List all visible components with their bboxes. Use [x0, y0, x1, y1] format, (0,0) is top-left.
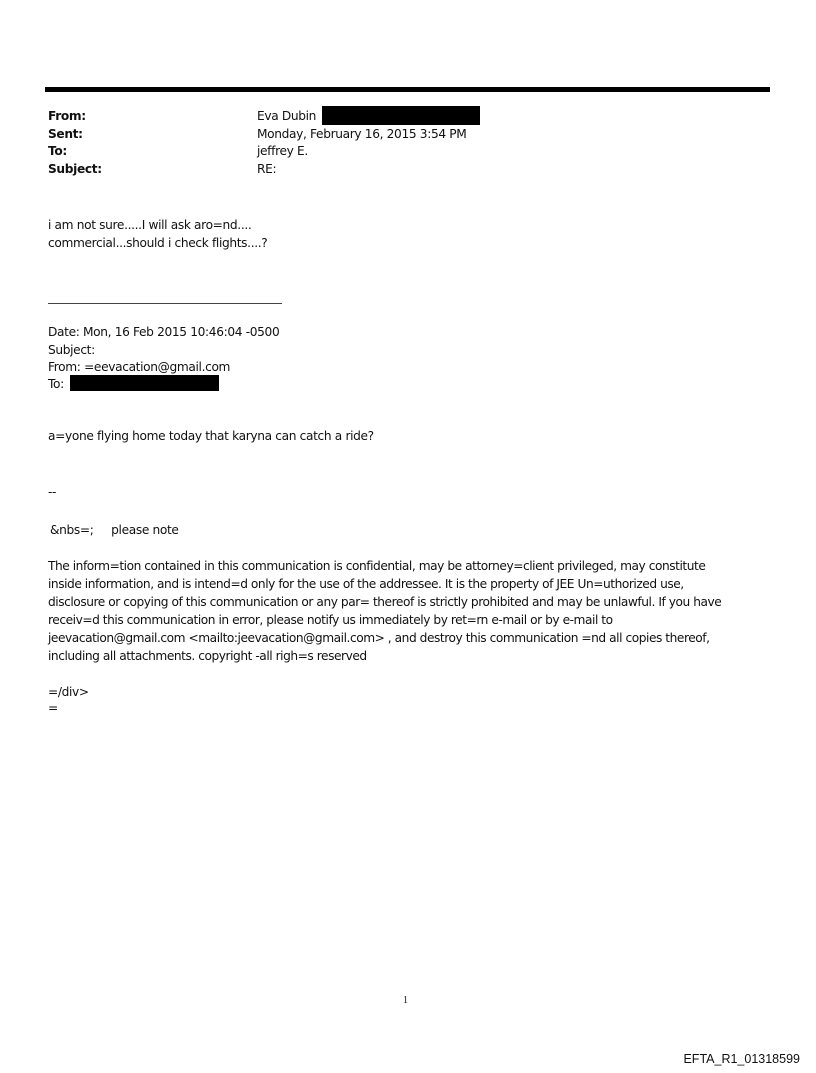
- disclaimer-line: including all attachments. copyright -all righ=s reserved: [48, 649, 367, 663]
- redaction-box: [322, 106, 480, 125]
- end-eq: =: [48, 701, 58, 715]
- quote-separator: [48, 303, 282, 304]
- sent-label: Sent:: [48, 127, 83, 141]
- signature-dash: --: [48, 485, 57, 499]
- subject-label: Subject:: [48, 162, 102, 176]
- body-line: commercial...should i check flights....?: [48, 236, 268, 250]
- disclaimer-line: disclosure or copying of this communication or any par= thereof is strictly prohibited and may be unlawful. If you have: [48, 595, 722, 609]
- sent-value: Monday, February 16, 2015 3:54 PM: [257, 127, 467, 141]
- from-value: Eva Dubin: [257, 109, 317, 123]
- subject-value: RE:: [257, 162, 277, 176]
- page-number: 1: [403, 995, 408, 1006]
- to-label: To:: [48, 144, 67, 158]
- disclaimer-line: receiv=d this communication in error, please notify us immediately by ret=rn e-mail or by e-mail to: [48, 613, 613, 627]
- please-note: &nbs=; please note: [50, 523, 179, 537]
- header-rule: [45, 87, 770, 92]
- quoted-from: From: =eevacation@gmail.com: [48, 360, 231, 374]
- disclaimer: [48, 557, 778, 665]
- from-label: From:: [48, 109, 86, 123]
- redaction-box: [70, 375, 219, 391]
- disclaimer-line: inside information, and is intend=d only for the use of the addressee. It is the property of JEE Un=uthorized use,: [48, 577, 684, 591]
- end-div: =/div>: [48, 685, 89, 699]
- quoted-date: Date: Mon, 16 Feb 2015 10:46:04 -0500: [48, 325, 280, 339]
- to-value: jeffrey E.: [257, 144, 308, 158]
- disclaimer-line: jeevacation@gmail.com <mailto:jeevacation@gmail.com> , and destroy this communication =nd all copies thereof,: [48, 631, 710, 645]
- bates-number: EFTA_R1_01318599: [683, 1052, 800, 1066]
- quoted-message: a=yone flying home today that karyna can catch a ride?: [48, 429, 374, 443]
- disclaimer-line: The inform=tion contained in this communication is confidential, may be attorney=client privileged, may constitute: [48, 559, 706, 573]
- quoted-to: To:: [48, 377, 64, 391]
- body-line: i am not sure.....I will ask aro=nd....: [48, 218, 252, 232]
- quoted-subject: Subject:: [48, 343, 95, 357]
